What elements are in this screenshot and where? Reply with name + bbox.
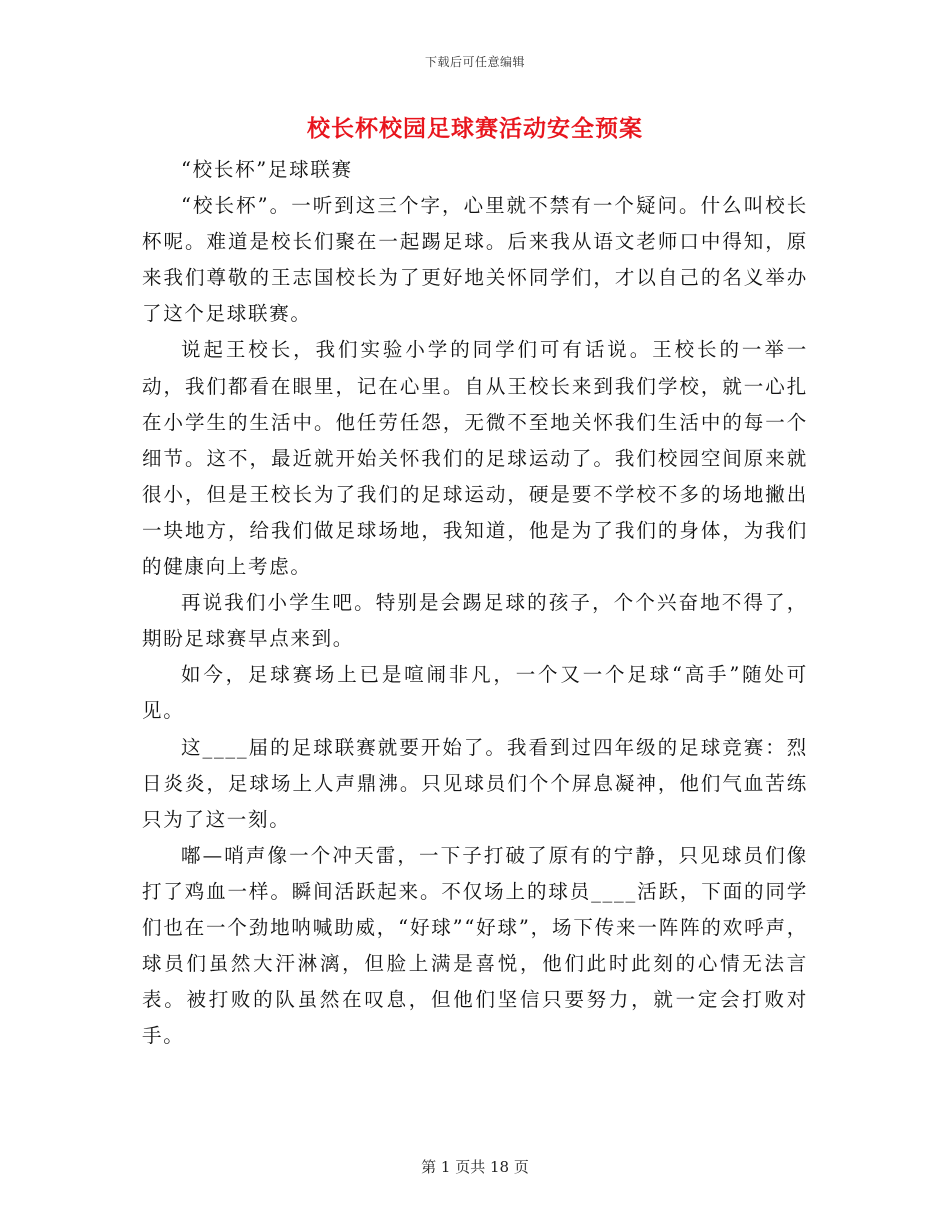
paragraph: 这____届的足球联赛就要开始了。我看到过四年级的足球竞赛：烈日炎炎，足球场上人声鼎沸。只见球员们个个屏息凝神，他们气血苦练只为了这一刻。 xyxy=(142,735,808,831)
paragraph: “校长杯”。一听到这三个字，心里就不禁有一个疑问。什么叫校长杯呢。难道是校长们聚在一起踢足球。后来我从语文老师口中得知，原来我们尊敬的王志国校长为了更好地关怀同学们，才以自己的名义举办了这个足球联赛。 xyxy=(142,194,808,326)
paragraph: 再说我们小学生吧。特别是会踢足球的孩子，个个兴奋地不得了，期盼足球赛早点来到。 xyxy=(142,591,808,651)
paragraph-subtitle: “校长杯”足球联赛 xyxy=(181,158,353,181)
document-body xyxy=(142,152,808,1054)
page-number: 第 1 页共 18 页 xyxy=(421,1158,529,1176)
document-title: 校长杯校园足球赛活动安全预案 xyxy=(307,115,643,142)
paragraph: 嘟—哨声像一个冲天雷，一下子打破了原有的宁静，只见球员们像打了鸡血一样。瞬间活跃起来。不仅场上的球员____活跃，下面的同学们也在一个劲地呐喊助威，“好球”“好球”，场下传来一阵阵的欢呼声，球员们虽然大汗淋漓，但脸上满是喜悦，他们此时此刻的心情无法言表。被打败的队虽然在叹息，但他们坚信只要努力，就一定会打败对手。 xyxy=(142,843,808,1048)
paragraph: 如今，足球赛场上已是喧闹非凡，一个又一个足球“高手”随处可见。 xyxy=(142,663,808,723)
paragraph: 说起王校长，我们实验小学的同学们可有话说。王校长的一举一动，我们都看在眼里，记在心里。自从王校长来到我们学校，就一心扎在小学生的生活中。他任劳任怨，无微不至地关怀我们生活中的每一个细节。这不，最近就开始关怀我们的足球运动了。我们校园空间原来就很小，但是王校长为了我们的足球运动，硬是要不学校不多的场地撇出一块地方，给我们做足球场地，我知道，他是为了我们的身体，为我们的健康向上考虑。 xyxy=(142,338,808,579)
header-note: 下载后可任意编辑 xyxy=(424,55,525,69)
